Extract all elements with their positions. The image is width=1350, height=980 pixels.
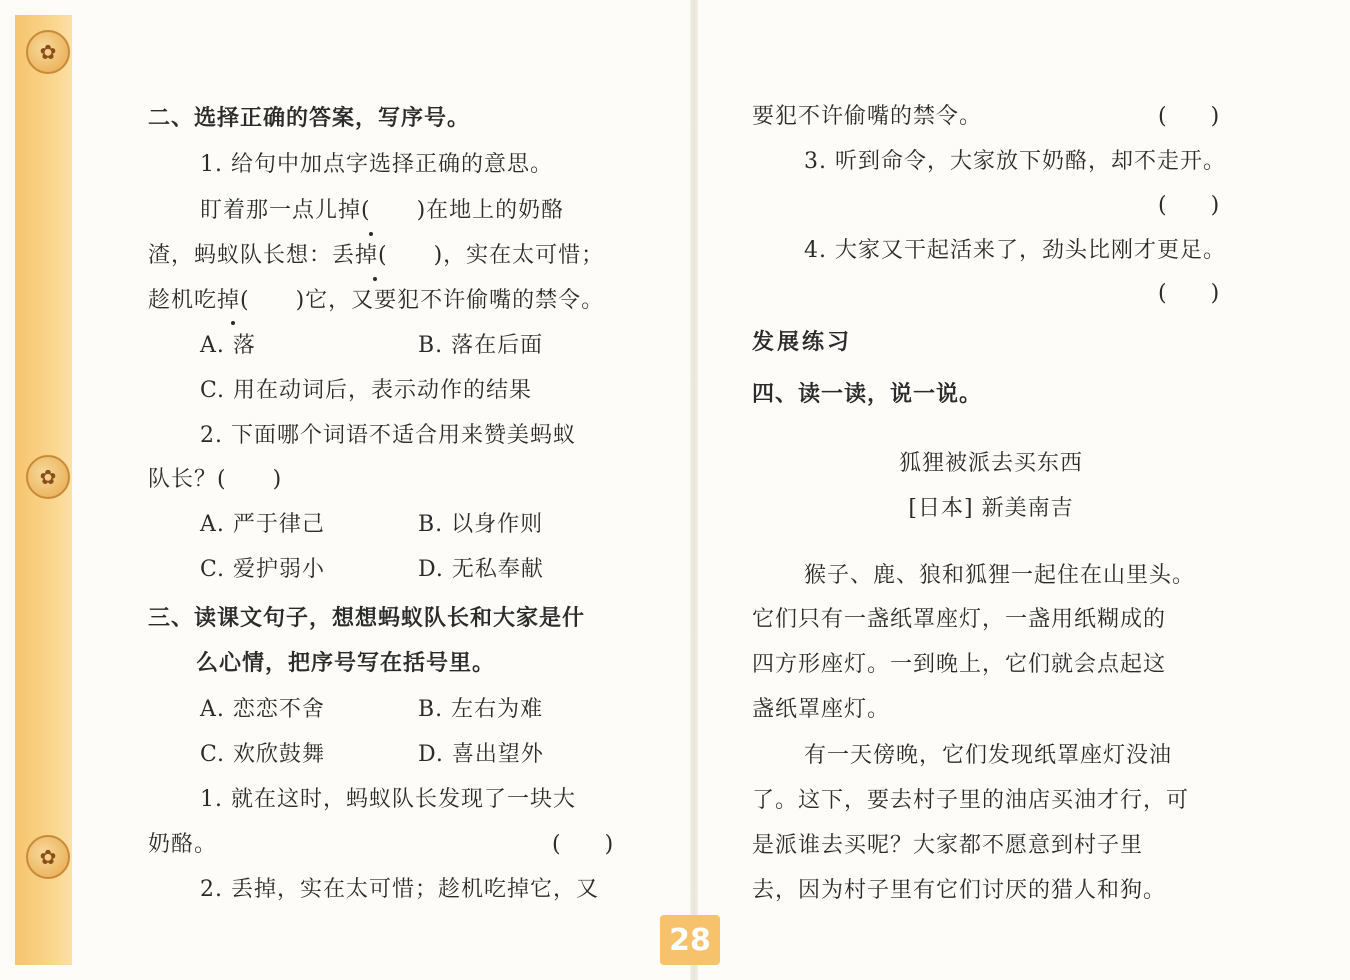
paragraph1-line2: 它们只有一盏纸罩座灯，一盏用纸糊成的: [752, 607, 1167, 632]
q1-option-a: A. 落: [200, 333, 256, 358]
emphasis-dot: [373, 277, 377, 281]
section4-title: 四、读一读，说一说。: [752, 382, 983, 407]
s3-q2-line1: 2. 丢掉，实在太可惜；趁机吃掉它，又: [200, 877, 599, 902]
q1-line3: 趁机吃掉( )它，又要犯不许偷嘴的禁令。: [148, 288, 605, 313]
paragraph1-line3: 四方形座灯。一到晚上，它们就会点起这: [752, 652, 1167, 677]
paragraph1-line1: 猴子、鹿、狼和狐狸一起住在山里头。: [804, 563, 1196, 588]
paragraph2-line2: 了。这下，要去村子里的油店买油才行，可: [752, 788, 1190, 813]
practice-title: 发展练习: [752, 330, 853, 355]
paragraph2-line4: 去，因为村子里有它们讨厌的猎人和狗。: [752, 878, 1167, 903]
page-fold: [690, 0, 698, 980]
section3-title-line1: 三、读课文句子，想想蚂蚁队长和大家是什: [148, 606, 586, 631]
answer-blank[interactable]: ( ): [1158, 193, 1220, 218]
s3-q4-line1: 4. 大家又干起活来了，劲头比刚才更足。: [804, 238, 1226, 263]
paragraph2-line1: 有一天傍晚，它们发现纸罩座灯没油: [804, 743, 1173, 768]
s3-q3-line1: 3. 听到命令，大家放下奶酪，却不走开。: [804, 149, 1226, 174]
rabbit-icon: ✿: [26, 30, 70, 74]
q2-option-b: B. 以身作则: [418, 512, 544, 537]
s3-q1-line2: 奶酪。: [148, 832, 218, 857]
answer-blank[interactable]: ( ): [1158, 281, 1220, 306]
s3-option-a: A. 恋恋不舍: [200, 697, 325, 722]
q1-line2: 渣，蚂蚁队长想：丢掉( )，实在太可惜；: [148, 243, 605, 268]
s3-q1-line1: 1. 就在这时，蚂蚁队长发现了一块大: [200, 787, 576, 812]
paragraph1-line4: 盏纸罩座灯。: [752, 697, 891, 722]
q2-line2: 队长？( ): [148, 467, 283, 492]
q2-option-c: C. 爱护弱小: [200, 557, 326, 582]
emphasis-dot: [369, 232, 373, 236]
q1-line1: 盯着那一点儿掉( )在地上的奶酪: [200, 198, 565, 223]
s3-option-b: B. 左右为难: [418, 697, 544, 722]
q1-option-c: C. 用在动词后，表示动作的结果: [200, 378, 533, 403]
q2-option-d: D. 无私奉献: [418, 557, 544, 582]
tiger-icon: ✿: [26, 835, 70, 879]
answer-blank[interactable]: ( ): [1158, 104, 1220, 129]
q1-prompt: 1. 给句中加点字选择正确的意思。: [200, 152, 553, 177]
answer-blank[interactable]: ( ): [552, 832, 614, 857]
q1-option-b: B. 落在后面: [418, 333, 544, 358]
story-title: 狐狸被派去买东西: [898, 451, 1083, 476]
section2-title: 二、选择正确的答案，写序号。: [148, 106, 471, 131]
emphasis-dot: [231, 321, 235, 325]
story-author: [日本] 新美南吉: [908, 496, 1074, 521]
section3-title-line2: 么心情，把序号写在括号里。: [196, 651, 496, 676]
raccoon-icon: ✿: [26, 455, 70, 499]
q2-line1: 2. 下面哪个词语不适合用来赞美蚂蚁: [200, 423, 576, 448]
paragraph2-line3: 是派谁去买呢？大家都不愿意到村子里: [752, 833, 1144, 858]
s3-q2-line2: 要犯不许偷嘴的禁令。: [752, 104, 983, 129]
q2-option-a: A. 严于律己: [200, 512, 325, 537]
s3-option-c: C. 欢欣鼓舞: [200, 742, 326, 767]
s3-option-d: D. 喜出望外: [418, 742, 544, 767]
page-number: 28: [660, 915, 720, 965]
